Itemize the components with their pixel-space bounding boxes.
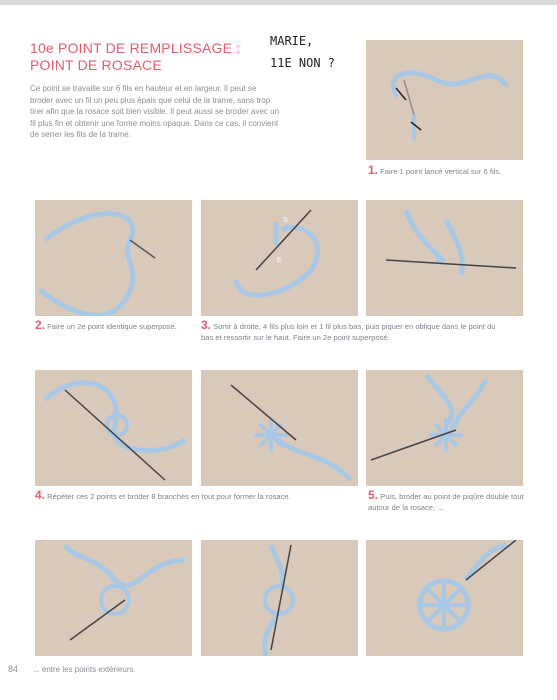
step-photo-9 — [201, 540, 358, 656]
step-photo-4 — [366, 200, 523, 316]
step-3-number: 3. — [201, 318, 212, 332]
final-caption: ... entre les points extérieurs. — [33, 665, 136, 674]
step-photo-7 — [366, 370, 523, 486]
step-photo-10 — [366, 540, 523, 656]
note-line-1: MARIE, — [270, 34, 314, 48]
step-photo-8 — [35, 540, 192, 656]
section-title — [30, 40, 240, 74]
step-1-number: 1. — [368, 163, 379, 177]
step-photo-1 — [366, 40, 523, 160]
label-e: E — [277, 257, 282, 264]
step-photo-5 — [35, 370, 192, 486]
step-2-number: 2. — [35, 318, 46, 332]
step-5-number: 5. — [368, 488, 379, 502]
title-line-2: POINT DE ROSACE — [30, 57, 162, 73]
title-line-1: 10e POINT DE REMPLISSAGE : — [30, 40, 241, 56]
step-1-text: Faire 1 point lancé vertical sur 6 fils. — [380, 167, 502, 176]
step-4-number: 4. — [35, 488, 46, 502]
step-4-text: Répéter ces 2 points et broder 8 branches en tout pour former la rosace. — [47, 492, 291, 501]
top-bar — [0, 0, 557, 5]
step-3-caption — [201, 320, 501, 343]
step-5-text: Puis, broder au point de piqûre double tout autour de la rosace, ... — [368, 492, 524, 512]
label-s: S — [283, 217, 288, 224]
step-photo-6 — [201, 370, 358, 486]
step-5-caption — [368, 490, 528, 513]
step-3-text: Sortir à droite, 4 fils plus loin et 1 fil plus bas, puis piquer en oblique dans le point du bas et ressortir sur le haut. Faire un 2e point superposé. — [201, 322, 496, 342]
page-number: 84 — [8, 664, 19, 674]
step-photo-3 — [201, 200, 358, 316]
step-2-caption — [35, 320, 185, 332]
handwritten-note — [270, 30, 335, 74]
note-line-2: 11E NON ? — [270, 56, 336, 70]
intro-paragraph: Ce point se travaille sur 6 fils en hauteur et en largeur. Il peut se broder avec un fil un peu plus épais que celui de la trame, sans trop tirer afin que la rosace soit bien visible. Il peut aussi se broder avec un fil plus fin et obtenir une forme moins opaque. Dans ce cas, il convient de serrer les fils de la trame. — [30, 84, 280, 139]
step-1-caption — [368, 165, 501, 177]
step-2-text: Faire un 2e point identique superposé. — [47, 322, 177, 331]
step-4-caption — [35, 490, 355, 502]
step-photo-2 — [35, 200, 192, 316]
